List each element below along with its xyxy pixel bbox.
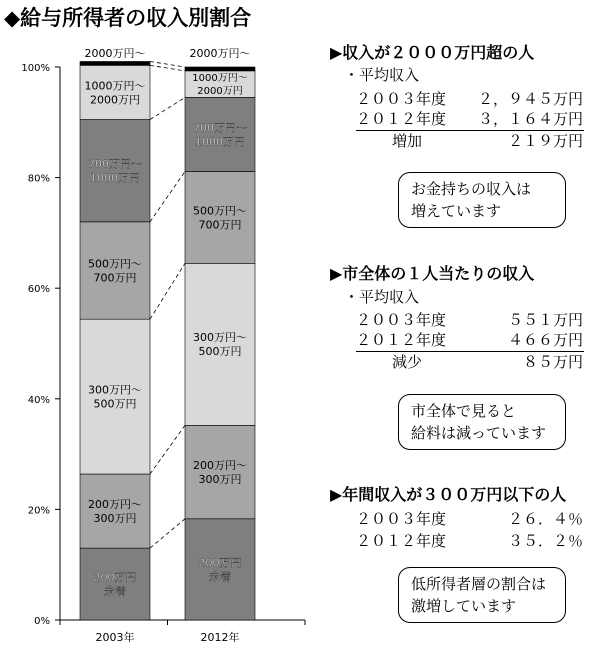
- segment-label: 500万円: [93, 397, 137, 411]
- segment-label: 200万円: [198, 556, 242, 570]
- section2-heading: ▶市全体の１人当たりの収入: [330, 264, 535, 283]
- section1-row3-value: ２１９万円: [507, 132, 583, 150]
- section1-callout: [398, 172, 566, 228]
- segment-label: 未満: [104, 584, 126, 598]
- segment-label: 2000万円: [197, 86, 243, 98]
- segment-label: 1000万円～: [84, 79, 146, 93]
- section1-heading: ▶収入が２０００万円超の人: [330, 43, 535, 62]
- x-tick-label: 2003年: [95, 631, 135, 644]
- section3-heading: ▶年間収入が３００万円以下の人: [330, 485, 567, 504]
- top-segment-label: 2000万円～: [189, 47, 251, 60]
- section2-row1-value: ５５１万円: [507, 311, 583, 329]
- segment-label: 700万円～: [88, 157, 142, 171]
- section1-sub: ・平均収入: [344, 66, 420, 84]
- connector-line: [150, 425, 185, 474]
- segment-label: 300万円～: [193, 331, 247, 345]
- page-title: ◆給与所得者の収入別割合: [4, 6, 252, 30]
- y-tick-label: 20%: [27, 505, 50, 517]
- y-tick-label: 80%: [27, 173, 50, 185]
- section3-row2-value: ３５．２％: [507, 532, 583, 550]
- section1-callout-line1: お金持ちの収入は: [411, 180, 532, 198]
- section1-row1-value: ２，９４５万円: [477, 90, 583, 108]
- segment-label: 500万円: [198, 345, 242, 359]
- section1-row2-label: ２０１２年度: [356, 110, 447, 128]
- section2-row2-label: ２０１２年度: [356, 331, 447, 349]
- section2-row3-label: 減少: [392, 353, 423, 371]
- connector-line: [150, 97, 185, 119]
- y-tick-label: 60%: [27, 284, 50, 296]
- segment-label: 1000万円: [195, 135, 245, 149]
- y-tick-label: 0%: [34, 616, 50, 627]
- segment-label: 700万円～: [193, 121, 247, 135]
- section1-row1-label: ２００３年度: [356, 90, 447, 108]
- bar-segment: [185, 67, 255, 71]
- connector-line: [150, 519, 185, 548]
- segment-label: 2000万円: [90, 93, 140, 107]
- section3-callout-line1: 低所得者層の割合は: [411, 575, 547, 593]
- connector-line: [150, 61, 185, 67]
- section1-underline: [356, 130, 584, 131]
- segment-label: 未満: [209, 570, 231, 584]
- section2-callout-line2: 給料は減っています: [411, 424, 547, 442]
- section2-row2-value: ４６６万円: [507, 331, 583, 349]
- segment-label: 300万円～: [88, 383, 142, 397]
- section1-row3-label: 増加: [392, 132, 423, 150]
- y-tick-label: 40%: [27, 394, 50, 406]
- section2-row3-value: ８５万円: [522, 353, 583, 371]
- segment-label: 200万円: [93, 570, 137, 584]
- segment-label: 700万円: [93, 271, 137, 285]
- bar-segment: [80, 61, 150, 65]
- section1-callout-line2: 増えています: [411, 202, 502, 220]
- y-tick-label: 100%: [21, 63, 50, 74]
- top-segment-label: 2000万円～: [84, 47, 146, 60]
- connector-line: [150, 263, 185, 319]
- x-tick-label: 2012年: [200, 631, 240, 644]
- segment-label: 500万円～: [193, 204, 247, 218]
- section2-underline: [356, 351, 584, 352]
- section3-row1-value: ２６．４％: [507, 510, 583, 528]
- section1-row2-value: ３，１６４万円: [477, 110, 583, 128]
- segment-label: 200万円～: [88, 497, 142, 511]
- segment-label: 1000万円～: [192, 73, 248, 85]
- section3-callout: [398, 567, 566, 623]
- section2-callout-line1: 市全体で見ると: [411, 402, 517, 420]
- section2-sub: ・平均収入: [344, 288, 420, 306]
- section3-row2-label: ２０１２年度: [356, 532, 447, 550]
- segment-label: 700万円: [198, 218, 242, 232]
- section3-callout-line2: 激増しています: [411, 597, 517, 615]
- segment-label: 300万円: [198, 472, 242, 486]
- section2-row1-label: ２００３年度: [356, 311, 447, 329]
- section3-row1-label: ２００３年度: [356, 510, 447, 528]
- segment-label: 300万円: [93, 511, 137, 525]
- section2-callout: [398, 394, 566, 450]
- segment-label: 500万円～: [88, 257, 142, 271]
- segment-label: 200万円～: [193, 458, 247, 472]
- connector-line: [150, 172, 185, 222]
- segment-label: 1000万円: [90, 171, 140, 185]
